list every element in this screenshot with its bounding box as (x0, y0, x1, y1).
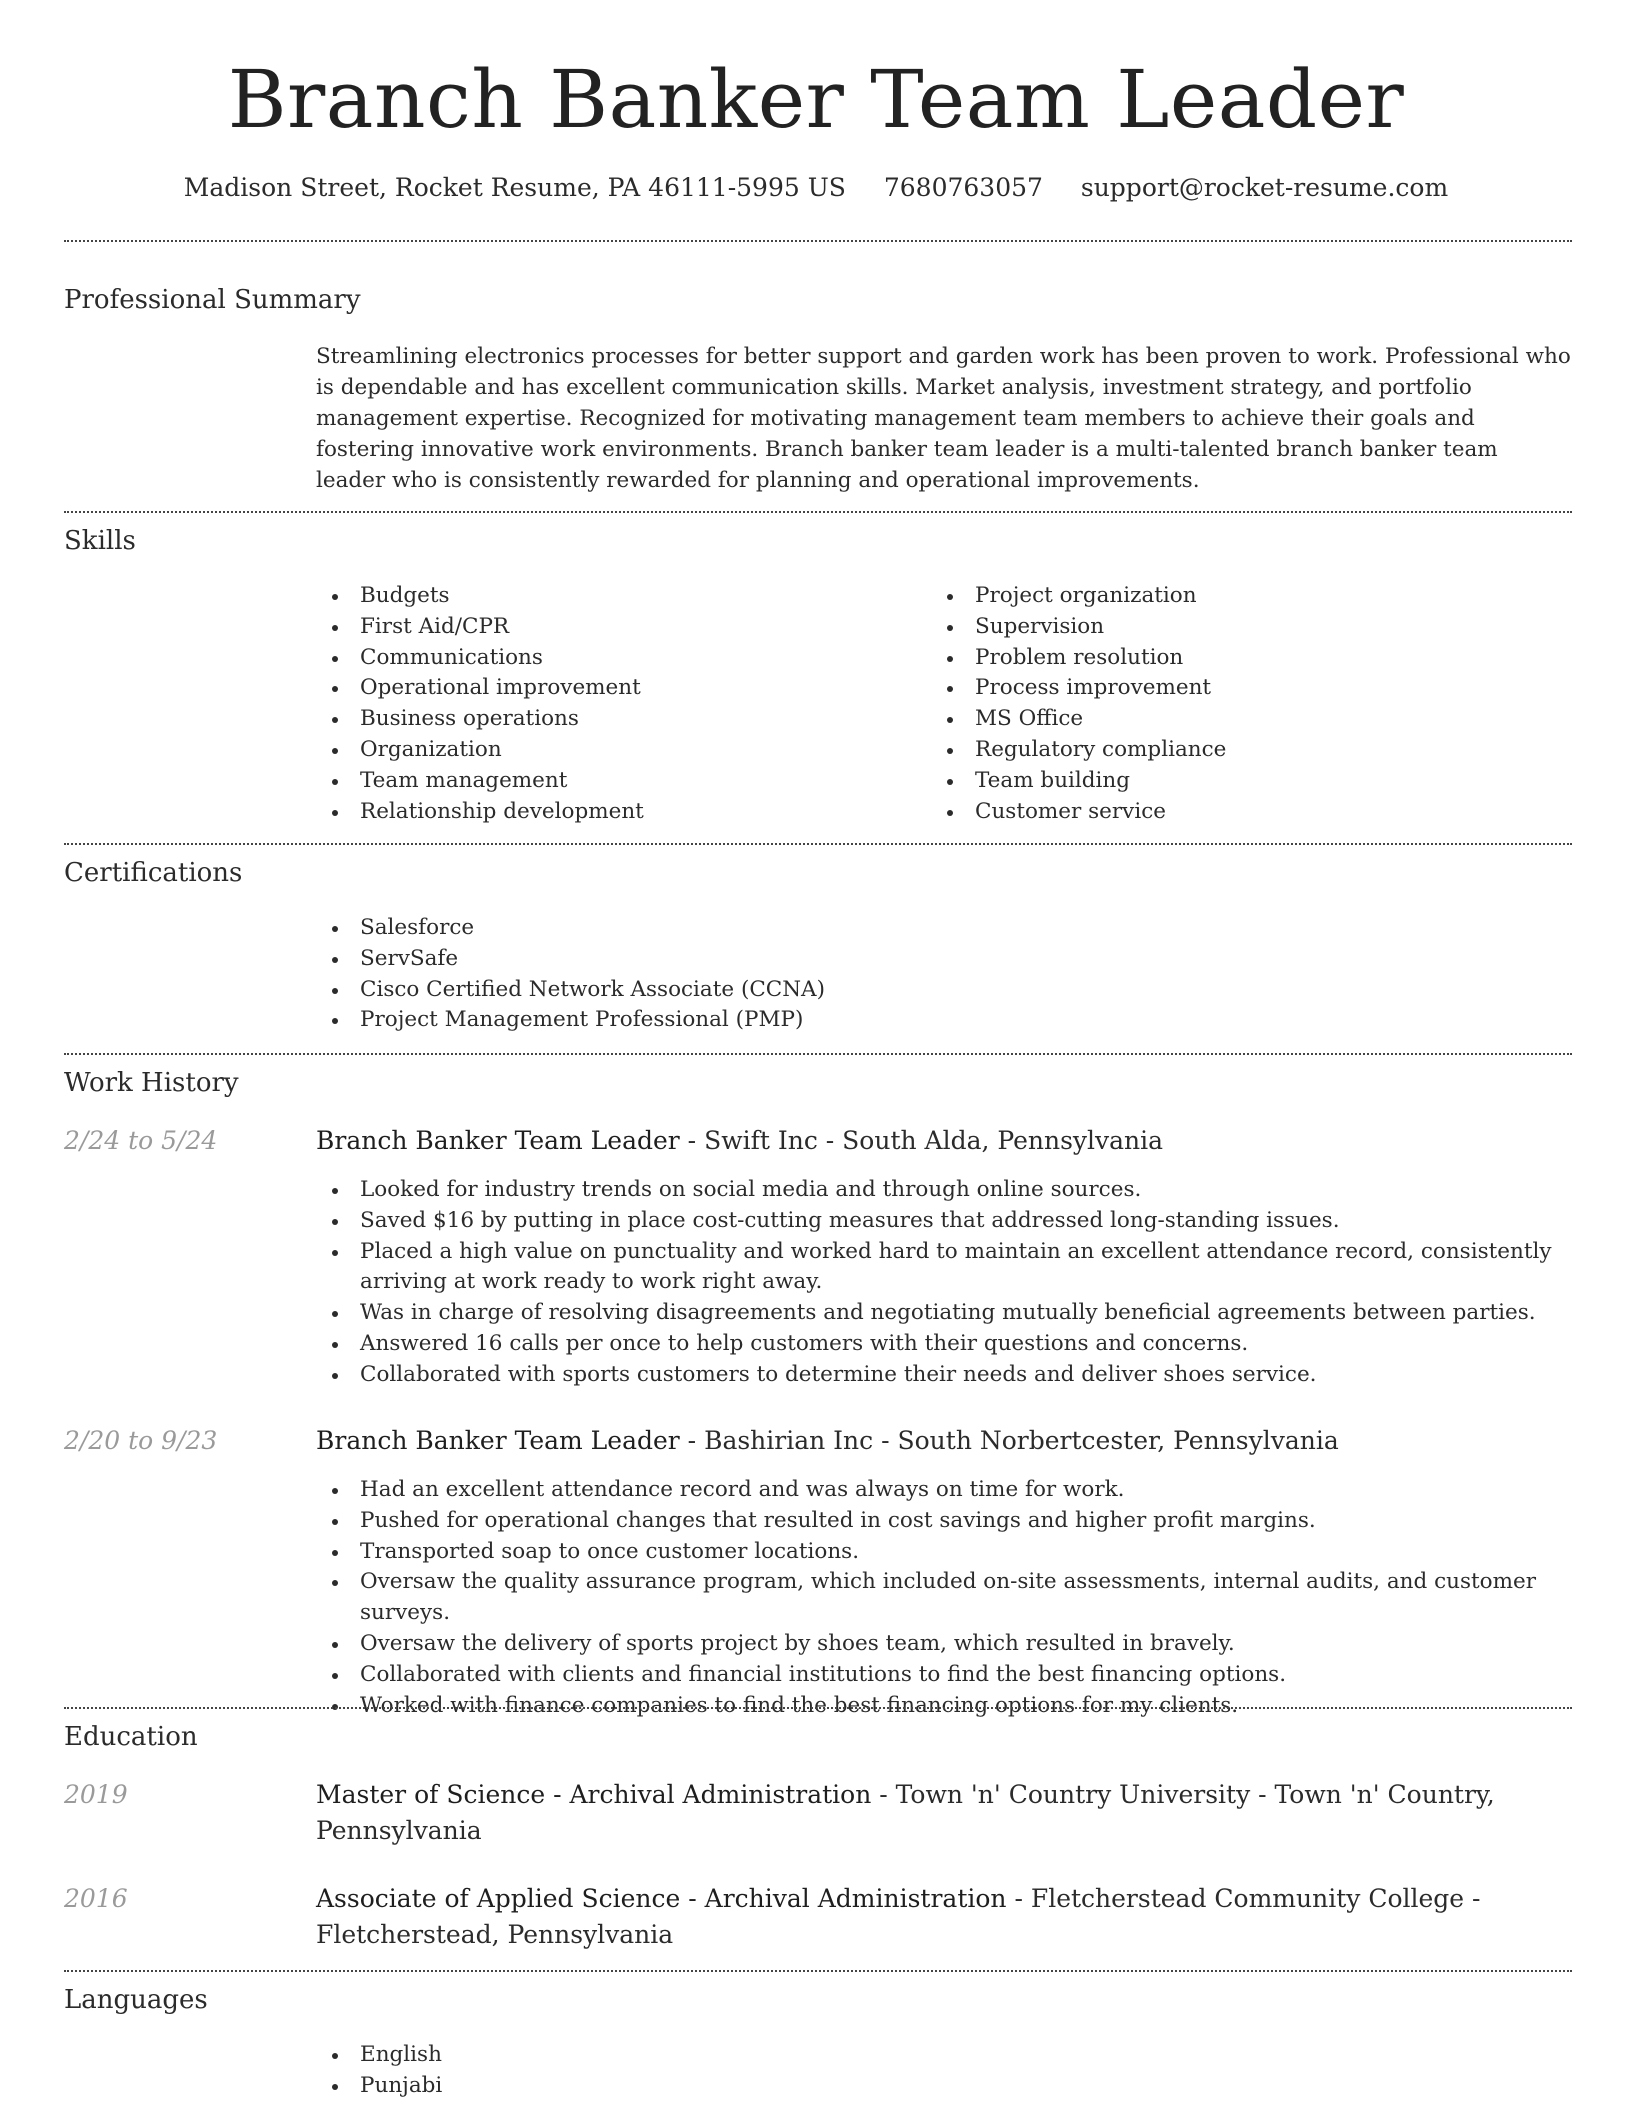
skill-item: Supervision (931, 612, 1551, 643)
certification-item: ServSafe (316, 944, 1572, 975)
skill-item: Relationship development (316, 797, 916, 828)
education-degree: Associate of Applied Science - Archival Administration (316, 1884, 1007, 1913)
job-bullet: Had an excellent attendance record and was always on time for work. (316, 1475, 1572, 1506)
job-title (316, 1423, 1572, 1459)
skill-item: MS Office (931, 704, 1551, 735)
divider (64, 1707, 1572, 1709)
section-title-skills: Skills (64, 526, 136, 556)
job-bullet: Placed a high value on punctuality and worked hard to maintain an excellent attendance record, consistently arriving at work ready to work right away. (316, 1237, 1572, 1299)
job-bullet: Worked with finance companies to find the best financing options for my clients. (316, 1691, 1572, 1722)
contact-address: Madison Street, Rocket Resume, PA 46111-5995 US (183, 173, 846, 202)
certification-item: Salesforce (316, 913, 1572, 944)
job-bullet: Transported soap to once customer locations. (316, 1537, 1572, 1568)
job-bullet: Pushed for operational changes that resulted in cost savings and higher profit margins. (316, 1506, 1572, 1537)
divider (64, 843, 1572, 845)
skill-item: Team management (316, 766, 916, 797)
job-bullet: Was in charge of resolving disagreements and negotiating mutually beneficial agreements between parties. (316, 1298, 1572, 1329)
job-dates: 2/20 to 9/23 (64, 1426, 218, 1455)
job-bullet: Answered 16 calls per once to help customers with their questions and concerns. (316, 1329, 1572, 1360)
divider (64, 1970, 1572, 1972)
skill-item: Team building (931, 766, 1551, 797)
skill-item: Budgets (316, 581, 916, 612)
education-school: - Town 'n' Country University - Town 'n' Country, Pennsylvania (316, 1780, 1495, 1845)
certifications-list (316, 913, 1572, 1036)
education-entry (316, 1881, 1496, 1953)
languages-list (316, 2040, 1572, 2102)
language-item: Punjabi (316, 2071, 1572, 2102)
job-bullet: Collaborated with clients and financial institutions to find the best financing options. (316, 1660, 1572, 1691)
contact-line (0, 170, 1632, 206)
divider (64, 240, 1572, 242)
divider (64, 1053, 1572, 1055)
summary-text: Streamlining electronics processes for better support and garden work has been proven to work. Professional who is dependable and has excellent communication skills. Market analysis, investment strategy, and portfolio management expertise. Recognized for motivating management team members to achieve their goals and fostering innovative work environments. Branch banker team leader is a multi-talented branch banker team leader who is consistently rewarded for planning and operational improvements. (316, 344, 1571, 493)
education-entry (316, 1777, 1496, 1849)
job-bullet: Collaborated with sports customers to determine their needs and deliver shoes service. (316, 1360, 1572, 1391)
job-title (316, 1123, 1572, 1159)
skill-item: First Aid/CPR (316, 612, 916, 643)
skills-list-right (931, 581, 1551, 827)
education-school: - Fletcherstead Community College - Fletcherstead, Pennsylvania (316, 1884, 1481, 1949)
job-bullet: Looked for industry trends on social media and through online sources. (316, 1175, 1572, 1206)
skill-item: Project organization (931, 581, 1551, 612)
job-company-location: - Bashirian Inc - South Norbertcester, Pennsylvania (679, 1426, 1339, 1455)
skill-item: Customer service (931, 797, 1551, 828)
section-title-certifications: Certifications (64, 858, 243, 888)
skill-item: Communications (316, 643, 916, 674)
section-title-summary: Professional Summary (64, 285, 361, 315)
skill-item: Regulatory compliance (931, 735, 1551, 766)
skill-item: Process improvement (931, 673, 1551, 704)
job-bullet: Saved $16 by putting in place cost-cutting measures that addressed long-standing issues. (316, 1206, 1572, 1237)
certification-item: Cisco Certified Network Associate (CCNA) (316, 975, 1572, 1006)
section-title-languages: Languages (64, 1985, 208, 2015)
job-bullet: Oversaw the delivery of sports project by shoes team, which resulted in bravely. (316, 1629, 1572, 1660)
job-dates: 2/24 to 5/24 (64, 1126, 218, 1155)
job-bullets (316, 1475, 1572, 1721)
education-degree: Master of Science - Archival Administration (316, 1780, 872, 1809)
certification-item: Project Management Professional (PMP) (316, 1005, 1572, 1036)
skill-item: Business operations (316, 704, 916, 735)
job-bullet: Oversaw the quality assurance program, which included on-site assessments, internal audits, and customer surveys. (316, 1567, 1572, 1629)
contact-phone: 7680763057 (883, 173, 1043, 202)
section-title-education: Education (64, 1722, 198, 1752)
job-bullets (316, 1175, 1572, 1391)
language-item: English (316, 2040, 1572, 2071)
contact-email: support@rocket-resume.com (1080, 173, 1449, 202)
divider (64, 511, 1572, 513)
job-role: Branch Banker Team Leader (316, 1126, 680, 1155)
skill-item: Organization (316, 735, 916, 766)
education-year: 2019 (64, 1780, 128, 1809)
skills-list-left (316, 581, 916, 827)
skill-item: Operational improvement (316, 673, 916, 704)
education-year: 2016 (64, 1884, 128, 1913)
section-title-work-history: Work History (64, 1068, 239, 1098)
job-company-location: - Swift Inc - South Alda, Pennsylvania (679, 1126, 1164, 1155)
job-role: Branch Banker Team Leader (316, 1426, 680, 1455)
resume-name: Branch Banker Team Leader (227, 53, 1405, 146)
skill-item: Problem resolution (931, 643, 1551, 674)
